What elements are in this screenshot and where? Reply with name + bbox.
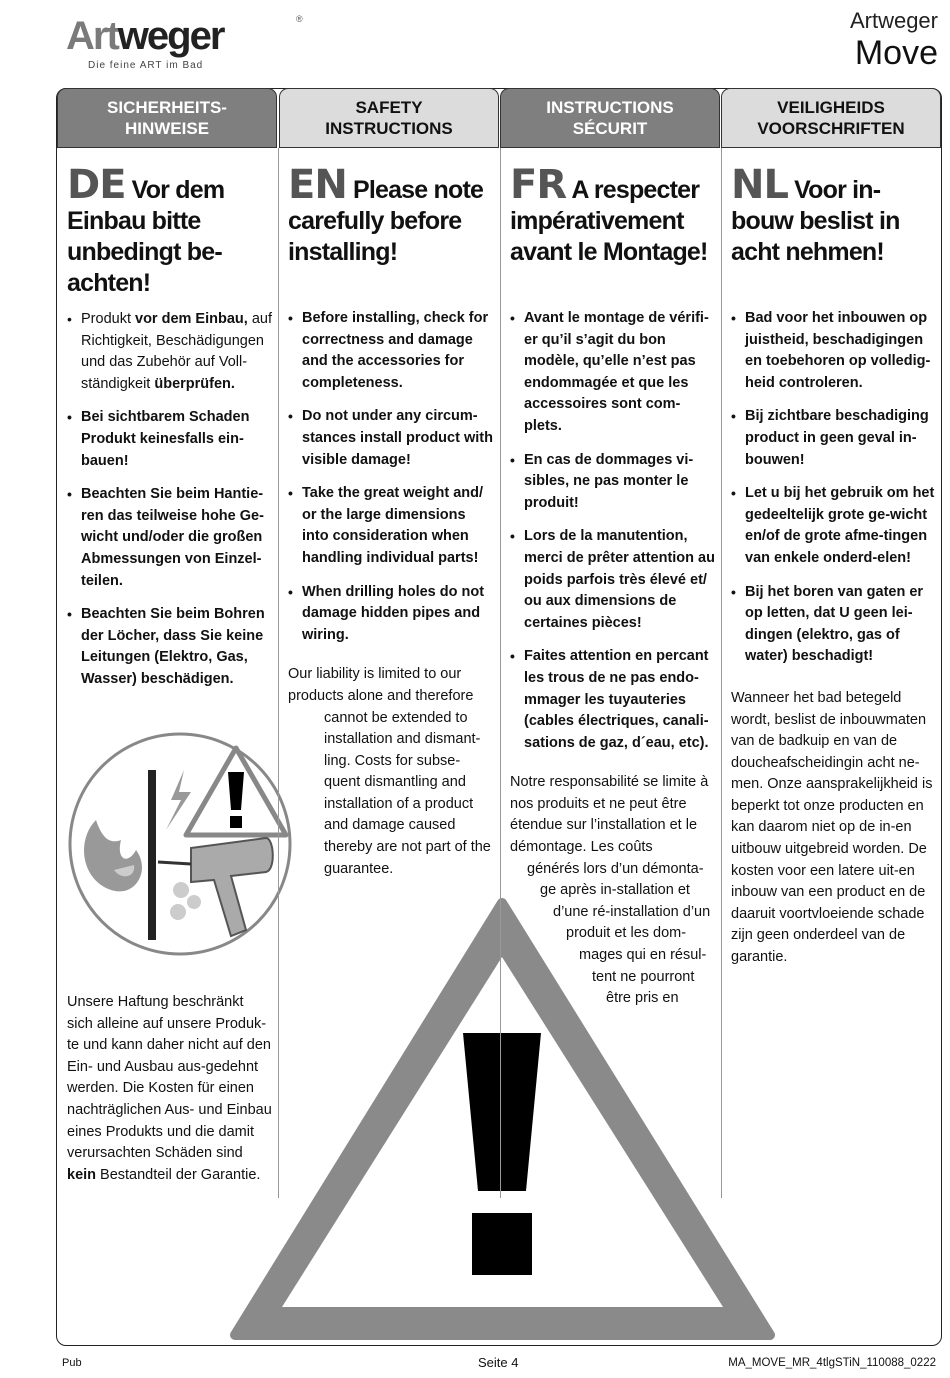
tab-fr — [500, 88, 720, 148]
liability-fr-line: d’une ré-installation d’un — [553, 903, 711, 920]
tab-nl-line1: VEILIGHEIDS — [777, 98, 885, 117]
liability-fr-line: être pris en — [606, 990, 679, 1007]
page-number: Seite 4 — [478, 1355, 519, 1370]
list-item: • Beachten Sie beim Bohren der Löcher, dass Sie keine Leitungen (Elektro, Gas, Wasser) beschädigen. — [81, 604, 272, 690]
list-en — [288, 308, 493, 646]
heading-en-text: Please note carefully before installing! — [288, 176, 484, 266]
tab-de-line2: HINWEISE — [124, 119, 210, 138]
list-item: • Let u bij het gebruik om het gedeeltelijk grote ge-wicht en/of de grote afme-tingen van enkele onderd-elen! — [745, 483, 936, 569]
list-item: • Take the great weight and/ or the large dimensions into consideration when handling individual parts! — [302, 483, 493, 569]
logo-weger: weger — [117, 14, 224, 58]
heading-fr-text: A respecter impérativement avant le Montage! — [510, 176, 708, 266]
tab-de-line1: SICHERHEITS- — [107, 98, 227, 117]
column-divider — [721, 148, 722, 1198]
list-nl — [731, 308, 936, 668]
drill-hazard-icon — [66, 730, 294, 958]
header-brand — [850, 8, 938, 72]
tab-en-line1: SAFETY — [355, 98, 423, 117]
column-en — [288, 162, 493, 880]
list-item: • Before installing, check for correctness and damage and the accessories for completeness. — [302, 308, 493, 394]
list-item-bold: überprüfen. — [154, 375, 235, 392]
liability-en-line1: Our liability is limited to our products alone and therefore — [288, 666, 474, 704]
list-item-text: Produkt — [81, 311, 135, 327]
list-item: • Bad voor het inbouwen op juistheid, beschadigingen en toebehoren op volledig-heid controleren. — [745, 308, 936, 394]
tab-fr-line2: SÉCURIT — [572, 119, 648, 138]
liability-de-text-end: Bestandteil der Garantie. — [96, 1166, 261, 1183]
list-item-bold: vor dem Einbau, — [135, 311, 248, 327]
column-divider — [500, 148, 501, 1198]
heading-de-text: Vor dem Einbau bitte unbedingt be-achten! — [67, 176, 225, 297]
list-item: • Faites attention en percant les trous de ne pas endo-mmager les tuyauteries (cables électriques, canali-sations de gaz, d´eau, etc). — [524, 646, 715, 754]
liability-de-bold: kein — [67, 1166, 97, 1183]
language-code-nl: NL — [731, 162, 788, 208]
liability-nl: Wanneer het bad betegeld wordt, beslist de inbouwmaten van de badkuip en van de doucheafscheidingin acht ne-men. Onze aansprakelijkheid is beperkt tot onze producten en kan daarom niet op de in-en uitbouw uitgebreid worden. De kosten voor een latere uit-en inbouw van een product en de daaruit voortvloeiende schade zijn geen onderdeel van de garantie. — [731, 689, 933, 966]
tab-nl — [721, 88, 941, 148]
liability-de-text: Unsere Haftung beschränkt sich alleine auf unsere Produk-te und kann daher nicht auf den Ein- und Ausbau aus-gedehnt werden. Die Kosten für einen nachträglichen Aus- und Einbau eines Produkts und die damit verursachten Schäden sind — [67, 994, 272, 1162]
tab-en — [279, 88, 499, 148]
liability-fr-line: générés lors d’un démonta- — [527, 860, 704, 877]
column-divider — [278, 148, 279, 1198]
tab-en-line2: INSTRUCTIONS — [325, 119, 453, 138]
header-product-name: Move — [854, 34, 938, 72]
liability-fr-line1: Notre responsabilité se limite à nos produits et ne peut être étendue sur l’installation et le démontage. Les coûts — [510, 774, 709, 856]
list-item: • When drilling holes do not damage hidden pipes and wiring. — [302, 582, 493, 647]
column-de — [67, 162, 272, 703]
list-item: • Do not under any circum-stances install product with visible damage! — [302, 406, 493, 471]
list-item: • Lors de la manutention, merci de prêter attention au poids parfois très élevé et/ ou aux dimensions de certaines pièces! — [524, 526, 715, 634]
column-nl — [731, 162, 936, 969]
heading-fr — [510, 162, 715, 268]
language-code-de: DE — [67, 162, 126, 208]
heading-de — [67, 162, 272, 299]
liability-de — [67, 992, 272, 1186]
logo-art: Art — [66, 14, 118, 58]
list-item: • Bei sichtbarem Schaden Produkt keinesfalls ein-bauen! — [81, 407, 272, 472]
list-fr — [510, 308, 715, 754]
list-item: • Avant le montage de vérifi-er qu’il s’agit du bon modèle, qu’elle n’est pas endommagée et que les accessoires sont com-plets. — [524, 308, 715, 438]
list-item: • Bij zichtbare beschadiging product in geen geval in-bouwen! — [745, 406, 936, 471]
liability-fr-line: ge après in-stallation et — [540, 882, 690, 899]
list-item-text: auf Richtigkeit, Beschädigungen und das Zubehör auf Voll-ständigkeit — [81, 311, 272, 392]
logo-registered: ® — [296, 14, 303, 24]
list-de — [67, 309, 272, 691]
logo-tagline: Die feine ART im Bad — [88, 60, 204, 71]
footer-doc-id: MA_MOVE_MR_4tlgSTiN_110088_0222 — [728, 1357, 936, 1369]
liability-fr-line: mages qui en résul- — [579, 947, 707, 964]
list-item: • Bij het boren van gaten er op letten, dat U geen lei-dingen (elektro, gas of water) beschadigt! — [745, 582, 936, 668]
tab-fr-line1: INSTRUCTIONS — [546, 98, 674, 117]
list-item: • En cas de dommages vi-sibles, ne pas monter le produit! — [524, 450, 715, 515]
liability-fr-line: produit et les dom- — [566, 925, 687, 942]
liability-en-rest: cannot be extended to installation and dismant-ling. Costs for subse-quent dismantling and installation of a product and damage caused thereby are not part of the guarantee. — [324, 709, 491, 877]
column-fr — [510, 162, 715, 1010]
list-item — [81, 309, 272, 395]
list-item: • Beachten Sie beim Hantie-ren das teilweise hohe Ge-wicht und/oder die großen Abmessungen von Einzel-teilen. — [81, 484, 272, 592]
tab-de — [57, 88, 277, 148]
artweger-logo — [66, 14, 303, 74]
heading-en — [288, 162, 493, 268]
language-code-en: EN — [288, 162, 347, 208]
heading-nl — [731, 162, 936, 268]
heading-nl-text: Voor in-bouw beslist in acht nehmen! — [731, 176, 900, 266]
tab-nl-line2: VOORSCHRIFTEN — [757, 119, 905, 138]
header-brand-name: Artweger — [849, 8, 938, 33]
footer-left: Pub — [62, 1357, 82, 1369]
language-code-fr: FR — [510, 162, 567, 208]
liability-fr-line: tent ne pourront — [592, 968, 695, 985]
